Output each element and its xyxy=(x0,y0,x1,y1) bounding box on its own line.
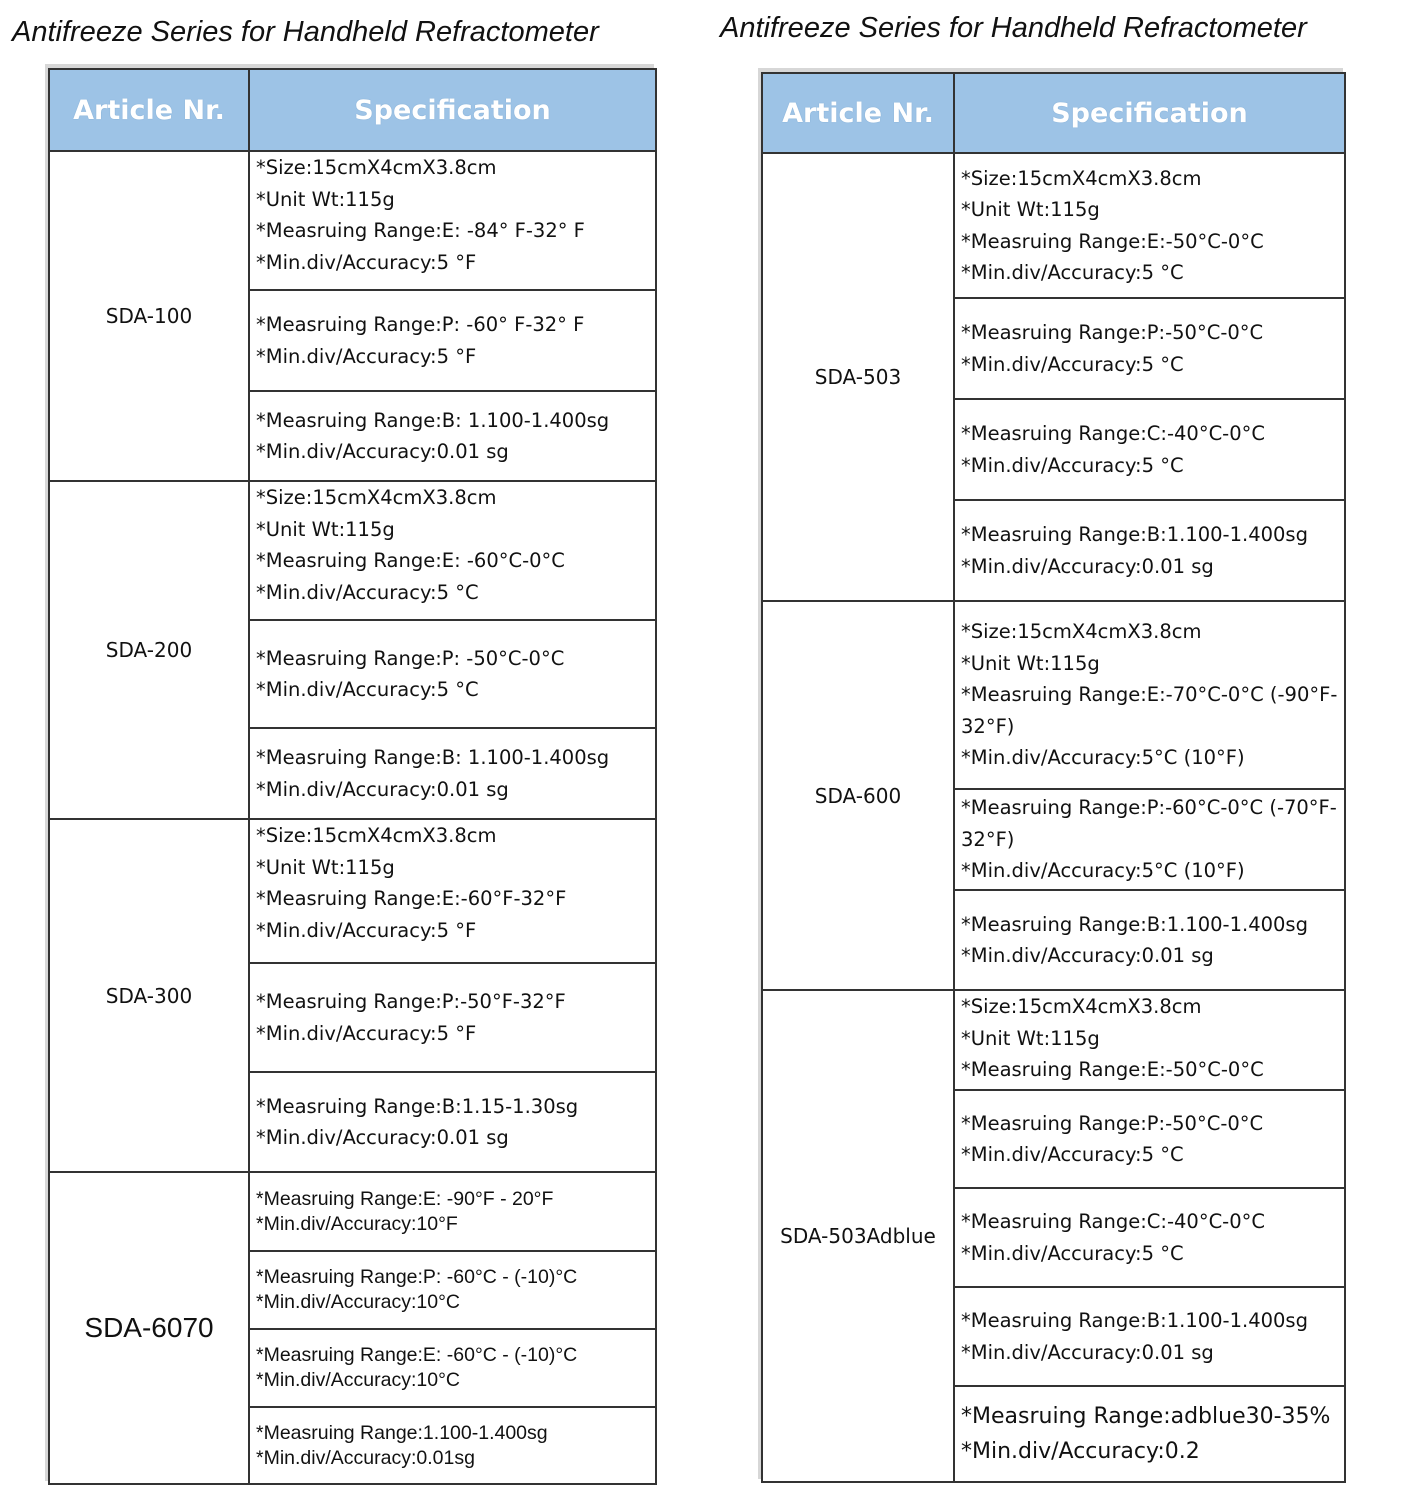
spec-line: *Measruing Range:B:1.15-1.30sg xyxy=(256,1094,579,1118)
spec-line: *Size:15cmX4cmX3.8cm xyxy=(256,824,497,847)
right-title: Antifreeze Series for Handheld Refractometer xyxy=(720,12,1307,44)
spec-line: *Unit Wt:115g xyxy=(961,651,1100,675)
spec-line: *Size:15cmX4cmX3.8cm xyxy=(256,486,497,509)
spec-cell xyxy=(249,819,656,963)
spec-line: *Min.div/Accuracy:5 °C xyxy=(961,1241,1184,1265)
spec-cell xyxy=(249,963,656,1072)
spec-line: *Measruing Range:P:-60°C-0°C (-70°F- xyxy=(961,796,1337,820)
spec-cell xyxy=(249,481,656,620)
spec-line: *Min.div/Accuracy:0.01 sg xyxy=(256,1126,509,1149)
table-row xyxy=(49,819,656,963)
spec-cell xyxy=(249,1072,656,1172)
spec-line: *Measruing Range:adblue30-35% xyxy=(961,1404,1331,1429)
left-title: Antifreeze Series for Handheld Refractometer xyxy=(12,16,599,48)
spec-line: 32°F) xyxy=(961,827,1015,851)
spec-line: *Unit Wt:115g xyxy=(256,187,395,211)
spec-line: *Measruing Range:P:-50°C-0°C xyxy=(961,1111,1264,1135)
spec-cell xyxy=(249,1251,656,1329)
spec-line: *Size:15cmX4cmX3.8cm xyxy=(256,156,497,179)
table-row xyxy=(49,1172,656,1251)
spec-line: *Measruing Range:E:-70°C-0°C (-90°F- xyxy=(961,683,1338,707)
spec-line: 32°F) xyxy=(961,714,1015,738)
spec-line: *Measruing Range:P:-50°C-0°C xyxy=(961,321,1264,344)
spec-line: *Measruing Range:P: -60° F-32° F xyxy=(256,313,585,336)
article-cell: SDA-200 xyxy=(49,481,249,819)
spec-cell xyxy=(249,728,656,819)
spec-line: *Min.div/Accuracy:5 °C xyxy=(961,1143,1184,1166)
spec-cell xyxy=(954,1090,1345,1188)
spec-line: *Min.div/Accuracy:0.01sg xyxy=(256,1446,475,1469)
table-row xyxy=(49,151,656,290)
article-cell: SDA-6070 xyxy=(49,1172,249,1484)
spec-line: *Min.div/Accuracy:0.01 sg xyxy=(961,1340,1214,1364)
header-specification: Specification xyxy=(249,69,656,151)
table-row xyxy=(49,481,656,620)
spec-cell xyxy=(249,151,656,290)
article-cell: SDA-503Adblue xyxy=(762,990,954,1482)
table-row xyxy=(762,990,1345,1090)
spec-line: *Measruing Range:E:-60°F-32°F xyxy=(256,887,567,910)
article-cell: SDA-503 xyxy=(762,153,954,601)
spec-line: *Measruing Range:1.100-1.400sg xyxy=(256,1421,548,1444)
spec-line: *Min.div/Accuracy:5°C (10°F) xyxy=(961,859,1245,883)
spec-line: *Size:15cmX4cmX3.8cm xyxy=(961,166,1202,190)
spec-line: *Unit Wt:115g xyxy=(961,198,1100,221)
spec-line: *Measruing Range:B:1.100-1.400sg xyxy=(961,912,1308,936)
spec-line: *Min.div/Accuracy:5 °C xyxy=(256,678,479,701)
spec-line: *Measruing Range:C:-40°C-0°C xyxy=(961,422,1265,445)
spec-line: *Unit Wt:115g xyxy=(961,1026,1100,1050)
spec-line: *Measruing Range:E:-50°C-0°C xyxy=(961,1058,1264,1081)
spec-line: *Min.div/Accuracy:5 °F xyxy=(256,1021,477,1045)
spec-line: *Min.div/Accuracy:5 °C xyxy=(961,261,1184,284)
spec-line: *Min.div/Accuracy:0.01 sg xyxy=(256,440,509,463)
spec-cell xyxy=(249,620,656,728)
spec-cell xyxy=(954,1386,1345,1482)
spec-line: *Measruing Range:E: -60°C - (-10)°C xyxy=(256,1344,578,1366)
right-spec-table xyxy=(761,72,1346,1483)
spec-line: *Min.div/Accuracy:5°C (10°F) xyxy=(961,746,1245,770)
spec-cell xyxy=(954,153,1345,298)
spec-line: *Min.div/Accuracy:0.2 xyxy=(961,1439,1200,1464)
spec-line: *Measruing Range:B:1.100-1.400sg xyxy=(961,523,1308,546)
left-spec-table xyxy=(48,68,657,1485)
spec-cell xyxy=(249,391,656,481)
spec-cell xyxy=(954,601,1345,789)
spec-cell xyxy=(954,500,1345,601)
spec-line: *Measruing Range:E: -84° F-32° F xyxy=(256,219,585,242)
spec-line: *Min.div/Accuracy:5 °C xyxy=(961,453,1184,477)
spec-cell xyxy=(249,1172,656,1251)
spec-line: *Min.div/Accuracy:10°F xyxy=(256,1212,458,1235)
spec-line: *Measruing Range:B:1.100-1.400sg xyxy=(961,1309,1308,1332)
spec-line: *Measruing Range:B: 1.100-1.400sg xyxy=(256,746,610,769)
spec-line: *Measruing Range:B: 1.100-1.400sg xyxy=(256,408,610,432)
spec-line: *Measruing Range:E: -60°C-0°C xyxy=(256,549,565,572)
spec-line: *Unit Wt:115g xyxy=(256,517,395,541)
article-cell: SDA-600 xyxy=(762,601,954,990)
spec-line: *Min.div/Accuracy:5 °F xyxy=(256,250,477,274)
spec-cell xyxy=(954,298,1345,399)
spec-line: *Min.div/Accuracy:0.01 sg xyxy=(961,554,1214,578)
table-row xyxy=(762,601,1345,789)
article-cell: SDA-300 xyxy=(49,819,249,1172)
spec-line: *Min.div/Accuracy:5 °F xyxy=(256,344,477,368)
header-article: Article Nr. xyxy=(49,69,249,151)
spec-cell xyxy=(954,1188,1345,1287)
spec-line: *Min.div/Accuracy:0.01 sg xyxy=(961,944,1214,967)
spec-cell xyxy=(954,399,1345,500)
spec-cell xyxy=(954,890,1345,990)
spec-line: *Measruing Range:P: -60°C - (-10)°C xyxy=(256,1266,578,1288)
spec-line: *Min.div/Accuracy:5 °C xyxy=(256,580,479,604)
spec-line: *Size:15cmX4cmX3.8cm xyxy=(961,995,1202,1018)
spec-line: *Min.div/Accuracy:10°C xyxy=(256,1369,460,1391)
spec-cell xyxy=(249,1407,656,1484)
spec-cell xyxy=(954,990,1345,1090)
spec-line: *Min.div/Accuracy:10°C xyxy=(256,1291,460,1313)
spec-line: *Measruing Range:C:-40°C-0°C xyxy=(961,1210,1265,1233)
spec-cell xyxy=(249,290,656,391)
table-row xyxy=(762,153,1345,298)
spec-line: *Min.div/Accuracy:0.01 sg xyxy=(256,777,509,801)
article-cell: SDA-100 xyxy=(49,151,249,481)
spec-line: *Measruing Range:E:-50°C-0°C xyxy=(961,229,1264,253)
spec-cell xyxy=(249,1329,656,1407)
spec-line: *Size:15cmX4cmX3.8cm xyxy=(961,620,1202,644)
header-specification: Specification xyxy=(954,73,1345,153)
spec-cell xyxy=(954,789,1345,890)
spec-cell xyxy=(954,1287,1345,1386)
spec-line: *Measruing Range:P: -50°C-0°C xyxy=(256,646,565,670)
header-article: Article Nr. xyxy=(762,73,954,153)
spec-line: *Unit Wt:115g xyxy=(256,855,395,879)
spec-line: *Min.div/Accuracy:5 °F xyxy=(256,918,477,942)
spec-line: *Measruing Range:E: -90°F - 20°F xyxy=(256,1187,554,1210)
spec-line: *Measruing Range:P:-50°F-32°F xyxy=(256,990,566,1013)
spec-line: *Min.div/Accuracy:5 °C xyxy=(961,352,1184,376)
